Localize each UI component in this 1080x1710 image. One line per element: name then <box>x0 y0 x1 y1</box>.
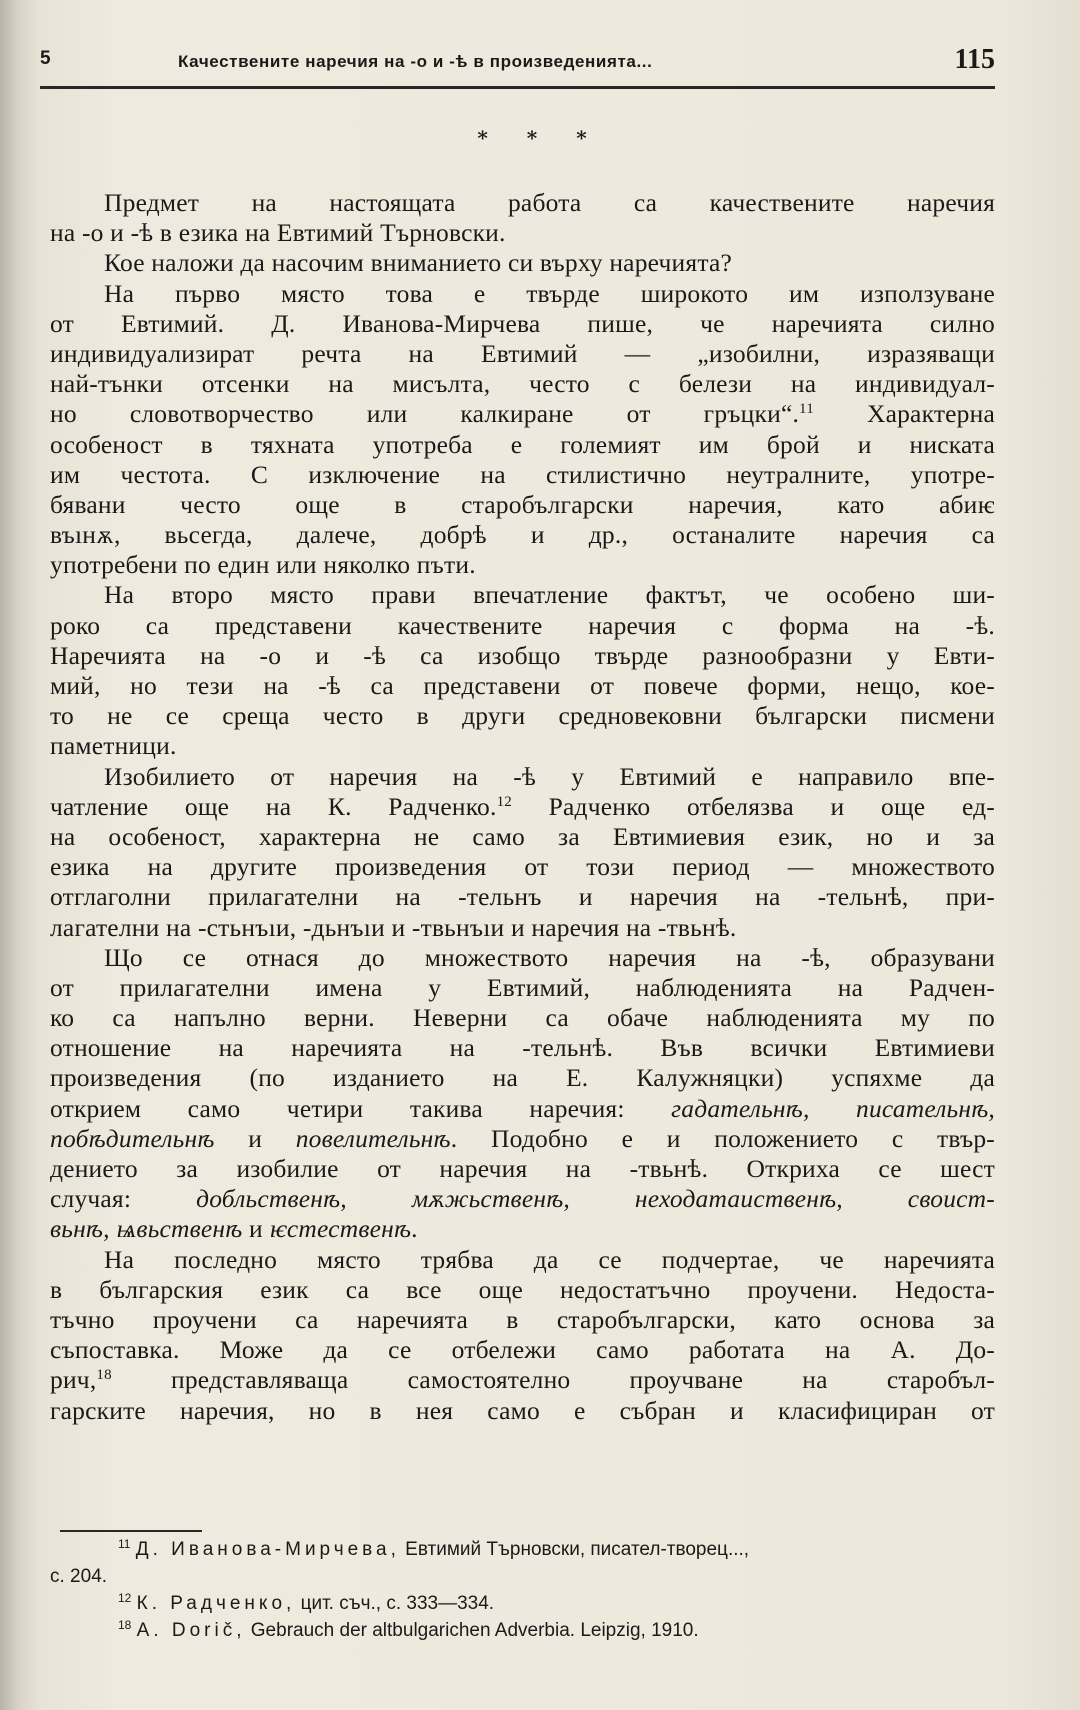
text-line: особеност в тяхната употреба е големият им брой и ниската <box>50 429 995 459</box>
text-line: езика на другите произведения от този период — множеството <box>50 852 995 882</box>
text-line: На последно място трябва да се подчертае, че наречията <box>104 1244 995 1274</box>
footnote-text: цит. съч., с. 333—334. <box>295 1593 495 1614</box>
text-line: отношение на наречията на -тельнѣ. Във всички Евтимиеви <box>50 1033 995 1063</box>
page-number: 115 <box>954 44 995 75</box>
text-line: На второ място прави впечатление фактът, че особено ши- <box>104 580 995 610</box>
text-line: Що се отнася до множеството наречия на -ѣ, образувани <box>104 942 995 972</box>
footnote-ref[interactable]: 12 <box>496 793 512 810</box>
text-line <box>50 1124 995 1154</box>
text-segment: рич, <box>50 1365 97 1395</box>
footnote-ref[interactable]: 11 <box>799 401 814 418</box>
text-segment: представляваща самостоятелно проучване на старобъл- <box>111 1365 995 1395</box>
text-line: тъчно проучени са наречията в старобългарски, като основа за <box>50 1304 995 1334</box>
text-line: индивидуализират речта на Евтимий — „изобилни, изразяващи <box>50 338 995 368</box>
footnote-18 <box>50 1617 995 1644</box>
footnote-text: Gebrauch der altbulgarichen Adverbia. Leipzig, 1910. <box>245 1620 699 1641</box>
footnote-11 <box>50 1536 995 1563</box>
text-line: дението за изобилие от наречия на -твьнѣ. Откриха се шест <box>50 1154 995 1183</box>
text-line: бявани често още в старобългарски наречия, като абиѥ <box>50 489 995 519</box>
text-segment: Характерна <box>813 399 995 429</box>
italic-adverb: побѣдительнѣ <box>50 1123 215 1153</box>
text-line: въıнѫ, вьсегда, далече, добрѣ и др., останалите наречия са <box>50 520 995 550</box>
text-line: На първо място това е твърде широкото им използуване <box>104 278 995 308</box>
footnote-number: 12 <box>118 1591 132 1605</box>
text-line: произведения (по изданието на Е. Калужняцки) успяхме да <box>50 1063 995 1093</box>
text-segment: . Подобно е и положението с твър- <box>450 1123 995 1153</box>
text-line: на особеност, характерна не само за Евтимиевия език, но и за <box>50 821 995 851</box>
text-line <box>50 1214 995 1244</box>
text-segment: но словотворчество или калкиране от гръцки“. <box>50 399 800 429</box>
text-segment: случая: <box>50 1184 197 1214</box>
footnote-number: 18 <box>118 1618 132 1632</box>
text-segment: и <box>214 1123 296 1153</box>
text-line: ко са напълно верни. Неверни са обаче наблюденията му по <box>50 1003 995 1033</box>
text-segment: и <box>242 1214 270 1244</box>
italic-adverb: повелительнѣ <box>295 1123 451 1153</box>
text-line: то не се среща често в други средновековни български писмени <box>50 701 995 731</box>
text-line: отглаголни прилагателни на -тельнъ и наречия на -тельнѣ, при- <box>50 882 995 912</box>
text-line: употребени по един или няколко пъти. <box>50 550 476 580</box>
text-segment: Радченко отбелязва и още ед- <box>511 791 995 821</box>
footnote-author: Д. Иванова-Мирчева, <box>135 1539 400 1560</box>
footnote-author: К. Радченко, <box>136 1593 296 1614</box>
italic-adverb: ѥстественѣ <box>269 1214 412 1244</box>
footnote-author: A. Dorič, <box>136 1620 246 1641</box>
body-text <box>50 188 995 1426</box>
page-header <box>40 44 995 84</box>
text-line: най-тънки отсенки на мисълта, често с белези на индивидуал- <box>50 369 995 399</box>
text-line <box>50 1094 995 1124</box>
header-rule <box>40 86 995 89</box>
text-line <box>50 399 995 429</box>
text-line: Наречията на -о и -ѣ са изобщо твърде разнообразни у Евти- <box>50 640 995 670</box>
text-segment: открием само четири такива наречия: <box>50 1093 672 1123</box>
text-line: от прилагателни имена у Евтимий, наблюденията на Радчен- <box>50 972 995 1002</box>
text-line <box>50 792 995 822</box>
text-line: им честота. С изключение на стилистично неутралните, употре- <box>50 459 995 489</box>
text-line: мий, но тези на -ѣ са представени от повече форми, нещо, кое- <box>50 671 995 700</box>
text-line <box>50 1184 995 1214</box>
running-title: Качествените наречия на -о и -ѣ в произведенията... <box>178 52 653 71</box>
text-line <box>50 1365 995 1395</box>
footnote-number: 11 <box>118 1537 131 1551</box>
text-line: от Евтимий. Д. Иванова-Мирчева пише, че наречията силно <box>50 308 995 338</box>
text-line: Кое наложи да насочим вниманието си върху наречията? <box>104 248 733 278</box>
footnote-rule <box>60 1530 202 1532</box>
footnote-12 <box>50 1590 995 1617</box>
text-segment: . <box>411 1214 418 1244</box>
text-line: гарските наречия, но в нея само е събран и класифициран от <box>50 1395 995 1425</box>
footnote-ref[interactable]: 18 <box>96 1367 112 1384</box>
italic-adverbs: гадательнѣ, писательнѣ, <box>671 1093 995 1123</box>
text-segment: чатление още на К. Радченко. <box>50 791 497 821</box>
text-line: в българския език са все още недостатъчно проучени. Недоста- <box>50 1274 995 1304</box>
text-line: Предмет на настоящата работа са качествените наречия <box>104 188 995 217</box>
text-line: на -о и -ѣ в езика на Евтимий Търновски. <box>50 218 506 248</box>
text-line: роко са представени качествените наречия с форма на -ѣ. <box>50 610 995 640</box>
text-line: съпоставка. Може да се отбележи само работата на А. До- <box>50 1335 995 1365</box>
footnote-text: Евтимий Търновски, писател-творец..., <box>399 1539 750 1560</box>
footnote-11-continued: с. 204. <box>50 1566 108 1587</box>
italic-adverbs: добльственѣ, мѫжьственѣ, неходатаиственѣ, своист- <box>196 1184 995 1214</box>
text-line: лагателни на -стьнъıи, -дьнъıи и -твьнъıи и наречия на -твьнѣ. <box>50 912 737 942</box>
text-line: паметници. <box>50 731 177 761</box>
section-separator: * * * <box>477 126 603 150</box>
text-line: Изобилието от наречия на -ѣ у Евтимий е направило впе- <box>104 761 995 791</box>
header-left-number: 5 <box>40 48 51 69</box>
italic-adverb: ѩвьственѣ <box>116 1214 243 1244</box>
italic-adverb: вьнѣ, <box>50 1214 110 1244</box>
footnotes <box>50 1536 995 1644</box>
